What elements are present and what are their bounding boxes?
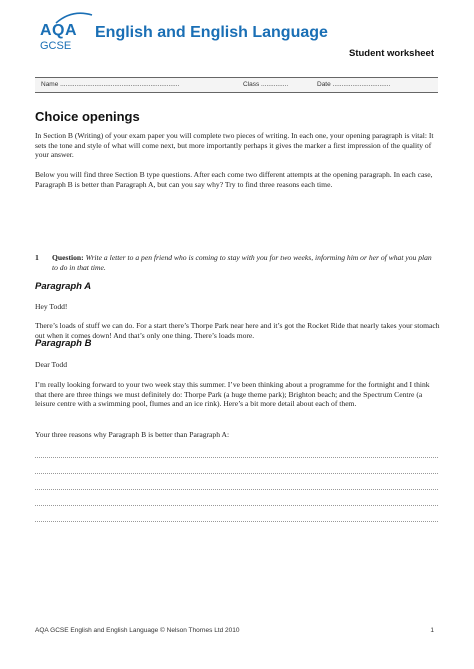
paragraph-a-body: There’s loads of stuff we can do. For a start there’s Thorpe Park near here and it’s got the Rocket Ride that nearly takes your stomach out when it comes down! And that’s only one thing. There’s loads more.	[35, 321, 440, 340]
paragraph-b-body: I’m really looking forward to your two week stay this summer. I’ve been thinking about a programme for the fortnight and I think that there are three things we must definitely do: Thorpe Park (a huge theme park); Brighton beach; and the Spectrum Centre (a leisure centre with a swimming pool, flumes and an ice rink). Here’s a bit more detail about each of them.	[35, 380, 430, 409]
course-title: English and English Language	[95, 24, 328, 41]
paragraph-a-heading: Paragraph A	[35, 281, 92, 292]
intro-paragraph-1: In Section B (Writing) of your exam paper you will complete two pieces of writing. In each one, your opening paragraph is vital: It sets the tone and style of what will come next, but more importantly perhaps it gives the marker a first impression of the quality of your answer.	[35, 131, 434, 160]
question-body: Write a letter to a pen friend who is coming to stay with you for two weeks, informing him or her of what you plan to do in that time.	[52, 253, 432, 272]
page-number: 1	[430, 627, 434, 634]
answer-line[interactable]	[35, 473, 438, 474]
gcse-logo-text: GCSE	[40, 40, 72, 52]
aqa-logo: AQA	[40, 22, 78, 39]
name-field[interactable]: Name ..................................................................	[41, 81, 180, 88]
question-text	[52, 253, 432, 272]
date-field[interactable]: Date ................................	[317, 81, 391, 88]
paragraph-b-heading: Paragraph B	[35, 338, 92, 349]
page-title: Choice openings	[35, 109, 140, 124]
question-label: Question:	[52, 253, 84, 262]
question-number: 1	[35, 253, 39, 262]
reasons-prompt: Your three reasons why Paragraph B is better than Paragraph A:	[35, 430, 230, 439]
name-class-date-bar	[35, 77, 438, 93]
paragraph-a-greeting: Hey Todd!	[35, 302, 68, 311]
paragraph-b-greeting: Dear Todd	[35, 360, 68, 369]
answer-line[interactable]	[35, 521, 438, 522]
sheet-label: Student worksheet	[349, 48, 434, 59]
class-field[interactable]: Class ...............	[243, 81, 289, 88]
footer-copyright: AQA GCSE English and English Language © Nelson Thornes Ltd 2010	[35, 627, 240, 634]
answer-line[interactable]	[35, 505, 438, 506]
answer-line[interactable]	[35, 457, 438, 458]
answer-line[interactable]	[35, 489, 438, 490]
intro-paragraph-2: Below you will find three Section B type questions. After each come two different attempts at the opening paragraph. In each case, Paragraph B is better than Paragraph A, but can you say why? Try to find three reasons each time.	[35, 170, 433, 189]
